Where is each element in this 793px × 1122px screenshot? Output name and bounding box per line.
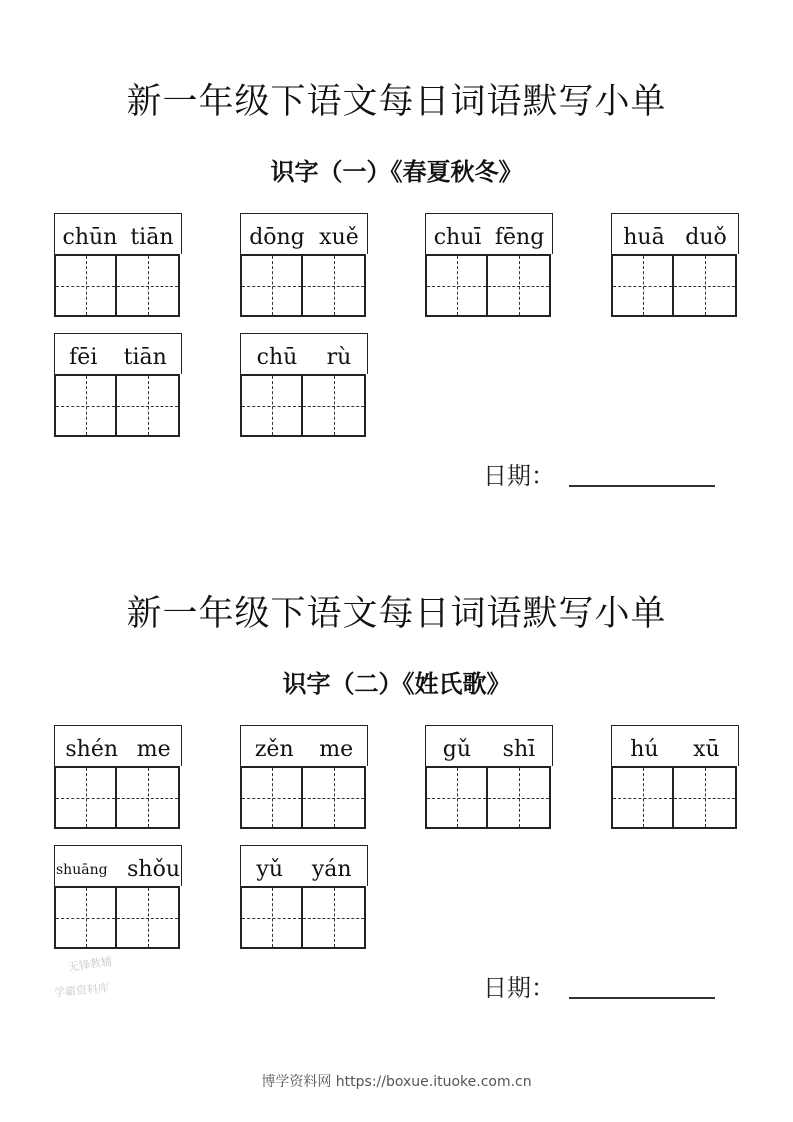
writing-cell[interactable]: [303, 254, 366, 317]
pinyin-row: [611, 213, 739, 254]
pinyin-syllable: yǔ: [256, 857, 284, 882]
word-box: [54, 213, 180, 318]
pinyin-syllable: gǔ: [442, 737, 472, 762]
date-field[interactable]: [569, 485, 715, 487]
pinyin-row: [240, 845, 368, 886]
word-box: [240, 845, 366, 950]
writing-cell[interactable]: [425, 254, 488, 317]
writing-cell[interactable]: [674, 766, 737, 829]
writing-cell[interactable]: [611, 766, 674, 829]
pinyin-row: [54, 333, 182, 374]
writing-cell[interactable]: [303, 374, 366, 437]
pinyin-row: [240, 213, 368, 254]
pinyin-syllable: shuāng: [56, 862, 108, 878]
word-box: [240, 213, 366, 318]
word-box: [425, 725, 551, 830]
word-box: [240, 725, 366, 830]
word-box: [54, 333, 180, 438]
writing-cell[interactable]: [54, 254, 117, 317]
writing-cell[interactable]: [117, 374, 180, 437]
pinyin-syllable: duǒ: [685, 225, 727, 250]
writing-cell[interactable]: [117, 766, 180, 829]
writing-cell[interactable]: [611, 254, 674, 317]
pinyin-syllable: huā: [623, 225, 665, 250]
watermark-text: 学霸资料库: [53, 981, 110, 1000]
pinyin-syllable: yán: [311, 857, 352, 882]
lesson-subtitle: 识字（一）《春夏秋冬》: [270, 158, 523, 186]
word-box: [425, 213, 551, 318]
pinyin-syllable: hú: [630, 737, 659, 762]
pinyin-syllable: fēng: [494, 225, 545, 250]
pinyin-syllable: chū: [256, 345, 298, 370]
footer-source: 博学资料网 https://boxue.ituoke.com.cn: [261, 1074, 532, 1090]
pinyin-syllable: xuě: [319, 225, 359, 250]
writing-cell[interactable]: [240, 886, 303, 949]
pinyin-syllable: shǒu: [127, 857, 180, 882]
pinyin-row: [425, 213, 553, 254]
pinyin-syllable: tiān: [130, 225, 174, 250]
writing-cell[interactable]: [117, 254, 180, 317]
pinyin-syllable: chūn: [62, 225, 118, 250]
pinyin-syllable: xū: [693, 737, 720, 762]
pinyin-syllable: tiān: [123, 345, 167, 370]
pinyin-syllable: chuī: [433, 225, 482, 250]
word-box: [240, 333, 366, 438]
pinyin-row: [54, 845, 182, 886]
pinyin-row: [54, 725, 182, 766]
word-box: [611, 725, 737, 830]
writing-cell[interactable]: [54, 766, 117, 829]
word-box: [611, 213, 737, 318]
writing-cell[interactable]: [240, 766, 303, 829]
pinyin-syllable: me: [319, 737, 354, 762]
writing-cell[interactable]: [240, 254, 303, 317]
writing-cell[interactable]: [488, 254, 551, 317]
pinyin-syllable: shén: [65, 737, 119, 762]
pinyin-syllable: me: [136, 737, 171, 762]
pinyin-row: [240, 725, 368, 766]
page-title: 新一年级下语文每日词语默写小单: [126, 82, 667, 122]
writing-cell[interactable]: [54, 374, 117, 437]
word-box: [54, 725, 180, 830]
date-label: 日期：: [483, 462, 555, 490]
date-label: 日期：: [483, 974, 555, 1002]
writing-cell[interactable]: [488, 766, 551, 829]
writing-cell[interactable]: [303, 766, 366, 829]
writing-cell[interactable]: [303, 886, 366, 949]
pinyin-syllable: fēi: [69, 345, 98, 370]
watermark-text: 无锋教辅: [67, 954, 113, 974]
pinyin-row: [425, 725, 553, 766]
watermark-stamp: [28, 910, 168, 1030]
pinyin-syllable: zěn: [254, 737, 294, 762]
pinyin-syllable: dōng: [249, 225, 305, 250]
pinyin-row: [611, 725, 739, 766]
page-title: 新一年级下语文每日词语默写小单: [126, 594, 667, 634]
pinyin-syllable: rù: [326, 345, 352, 370]
pinyin-row: [54, 213, 182, 254]
writing-cell[interactable]: [425, 766, 488, 829]
pinyin-syllable: shī: [502, 737, 536, 762]
writing-cell[interactable]: [240, 374, 303, 437]
date-field[interactable]: [569, 997, 715, 999]
writing-cell[interactable]: [674, 254, 737, 317]
pinyin-row: [240, 333, 368, 374]
lesson-subtitle: 识字（二）《姓氏歌》: [282, 670, 511, 698]
